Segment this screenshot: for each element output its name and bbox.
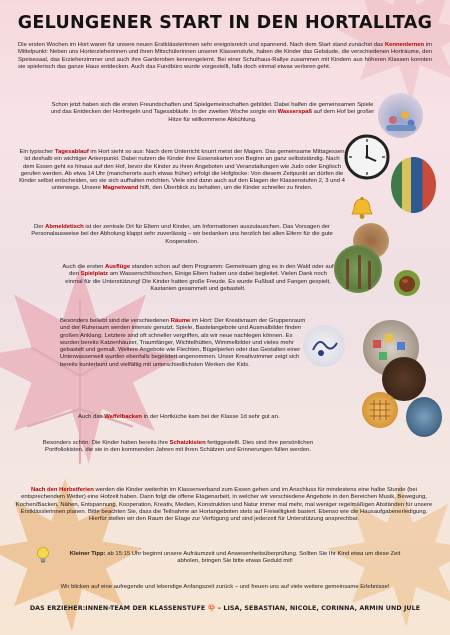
daily-paragraph: Ein typischer Tagesablauf im Hort sieht so aus: Nach dem Unterricht knurrt meist der Magen. Das gemeinsame Mittagessen ist deshalb ein wichtiger Ankerpunkt. Dabei nutzen die Kinder ihre Essenskarten von Beginn an ganz selbstständig. Nach dem Essen geht es hinaus auf den Hof, bevor die Kinder zu ihren Angeboten und Veranstaltungen wie Judo oder Englisch gerufen werden. Ab etwa 14 Uhr (mancherorts auch etwas früher) erfolgt die Hofglocke: Von diesem Zeitpunkt an dürfen die Kinder selbst entscheiden, wo sie sich aufhalten möchten. Viele sind dann auch auf den Etagen der Klassenstufen 2, 3 und 4 unterwegs. Unsere Magnetwand hilft, den Überblick zu behalten, um die Kinder schneller zu finden. [19,149,345,192]
clock-icon [344,134,390,180]
games-paragraph: Schon jetzt haben sich die ersten Freundschaften und Spielgemeinschaften gebildet. Dabei halfen die gemeinsamen Spiele und das Entdecken der Hortregeln und Tagesabläufe. In der zweiten Woche sorgte ein Wasserspaß auf dem Hof bei großer Hitze für willkommene Abkühlung. [50,102,375,123]
closing-paragraph: Wir blicken auf eine aufregende und lebendige Anfangszeit zurück – und freuen uns auf viele weitere gemeinsame Erlebnisse! [60,584,390,590]
keyword-waffelbacken: Waffelbacken [104,414,142,420]
keyword-wasserspass: Wasserspaß [277,109,312,116]
tip-paragraph: Kleiner Tipp: ab 15:15 Uhr beginnt unsere Aufräumzeit und Anwesenheitsüberprüfung. Sollten Sie Ihr Kind etwa um diese Zeit abholen, bringen Sie bitte etwas Geduld mit! [69,551,401,565]
intro-paragraph: Die ersten Wochen im Hort waren für unsere neuen Erstklässlerinnen sehr ereignisreich und spannend. Nach dem Start stand zunächst das Kennenlernen im Mittelpunkt: Neben uns Horterzieherinnen und ihren Mitschülerinnen unserer Klassenstufe, haben die Kinder das Gebäude, die verschiedenen Horträume, den Speisesaal, das Erzieherzimmer und auch ihre Garderoben kennengelernt. Bei einer Schulhaus-Rallye zusammen mit Kindern aus höheren Klassen konnten sie spielerisch das ganze Haus entdecken. Auch das Fundbüro wurde vorgestellt, falls doch einmal etwas verloren geht. [18,42,432,70]
keyword-tipp: Kleiner Tipp: [69,551,106,557]
keyword-raeume: Räume [170,318,191,324]
photo-waffles [362,392,398,428]
photo-drawing [303,325,345,367]
rooms-paragraph: Besonders beliebt sind die verschiedenen Räume im Hort: Der Kreativraum der Gruppenraum und der Ruheraum werden intensiv genutzt. Spiele, Bastelangebote und Ausmalbilder finden großen Anklang. Letztere sind oft schneller vergriffen, als wir neue nachlegen können. Es wurden bereits Katzenhäuser, Traumfänger, Wichtelhütten, Wimmelbilder und vieles mehr gebastelt und gemalt. Weitere Angebote wie Flechten, Bügelperlen oder das Gestalten einer Unterwasserwelt wurden ebenfalls begeistert angenommen. Unser Kreativzimmer zeigt sich bereits kunterbunt und vielfältig mit unterschiedlichsten Werken der Kids. [60,318,306,368]
chestnut-icon [390,266,424,300]
keyword-kennenlernen: Kennenlernen [384,42,425,48]
bulb-icon [35,546,51,564]
photo-water-fun [378,93,423,138]
photo-magnet-wall [391,157,436,213]
photo-forest-trip [334,245,382,293]
trips-paragraph: Auch die ersten Ausflüge standen schon auf dem Programm: Gemeinsam ging es in den Wald oder auf den Spielplatz am Wasserschlösschen. Einige Eltern haben uns dabei begleitet. Vielen Dank noch einmal für die Unterstützung! Die Kinder hatten große Freude. Es wurde Fußball und Fangen gespielt, Kastanien gesammelt und gebastelt. [62,264,334,292]
footer-signature: DAS ERZIEHER:INNEN-TEAM DER KLASSENSTUFE 🍄 – LISA, SEBASTIAN, NICOLE, CORINNA, ARMIN UND JULE [29,605,421,612]
keyword-tagesablauf: Tagesablauf [54,149,89,155]
autumn-paragraph: Nach den Herbstferien werden die Kinder weiterhin im Klassenverband zum Essen gehen und im Anschluss für mindestens eine halbe Stunde (bei entsprechendem Wetter) eine Hofzeit haben. Dann folgt die offene Etagenarbeit, in welcher wir verschiedene Angebote in den Bereichen Musik, Bewegung, Kochen/Backen, Nähen, Entspannung, Kooperation, Kreativ, Medien, Konstruktion und Natur immer mal mehr, mal weniger regelmäßigen Abständen für unsere Erstklässlerinnen planen. Bitte beachten Sie, dass die Teilnahme an Hortangeboten stets auf Freiwilligkeit basiert. Ebenso wie die Hausaufgabenerledigung. Hierfür stellen wir den Raum der Etage zur Verfügung und sind jederzeit für Unterstützung ansprechbar. [15,487,433,522]
photo-kitchen [406,397,442,437]
bell-icon [347,196,377,222]
keyword-schatzkisten: Schatzkisten [169,440,206,446]
page-title: GELUNGENER START IN DEN HORTALLTAG [17,13,433,33]
waffles-paragraph: Auch das Waffelbacken in der Hortküche kam bei der Klasse 1d sehr gut an. [78,414,280,420]
keyword-spielplatz: Spielplatz [80,271,109,278]
keyword-ausfluege: Ausflüge [104,264,131,270]
keyword-herbstferien: Nach den Herbstferien [30,487,94,493]
keyword-abmeldetisch: Abmeldetisch [45,224,84,230]
keyword-magnetwand: Magnetwand [102,185,139,192]
pickup-paragraph: Der Abmeldetisch ist der zentrale Ort für Eltern und Kinder, um Informationen auszutauschen. Das Vorsagen der Personalausweise bei der Abholung klappt sehr zuverlässig – wir bedanken uns herzlich bei allen Eltern für die gute Kooperation. [31,224,333,245]
treasure-paragraph: Besonders schön: Die Kinder haben bereits ihre Schatzkisten fertiggestellt. Dies sind ihre persönlichen Portfoliokisten, die sie in den kommenden Jahren mit ihren Schätzen und Erinnerungen füllen werden. [42,440,314,454]
